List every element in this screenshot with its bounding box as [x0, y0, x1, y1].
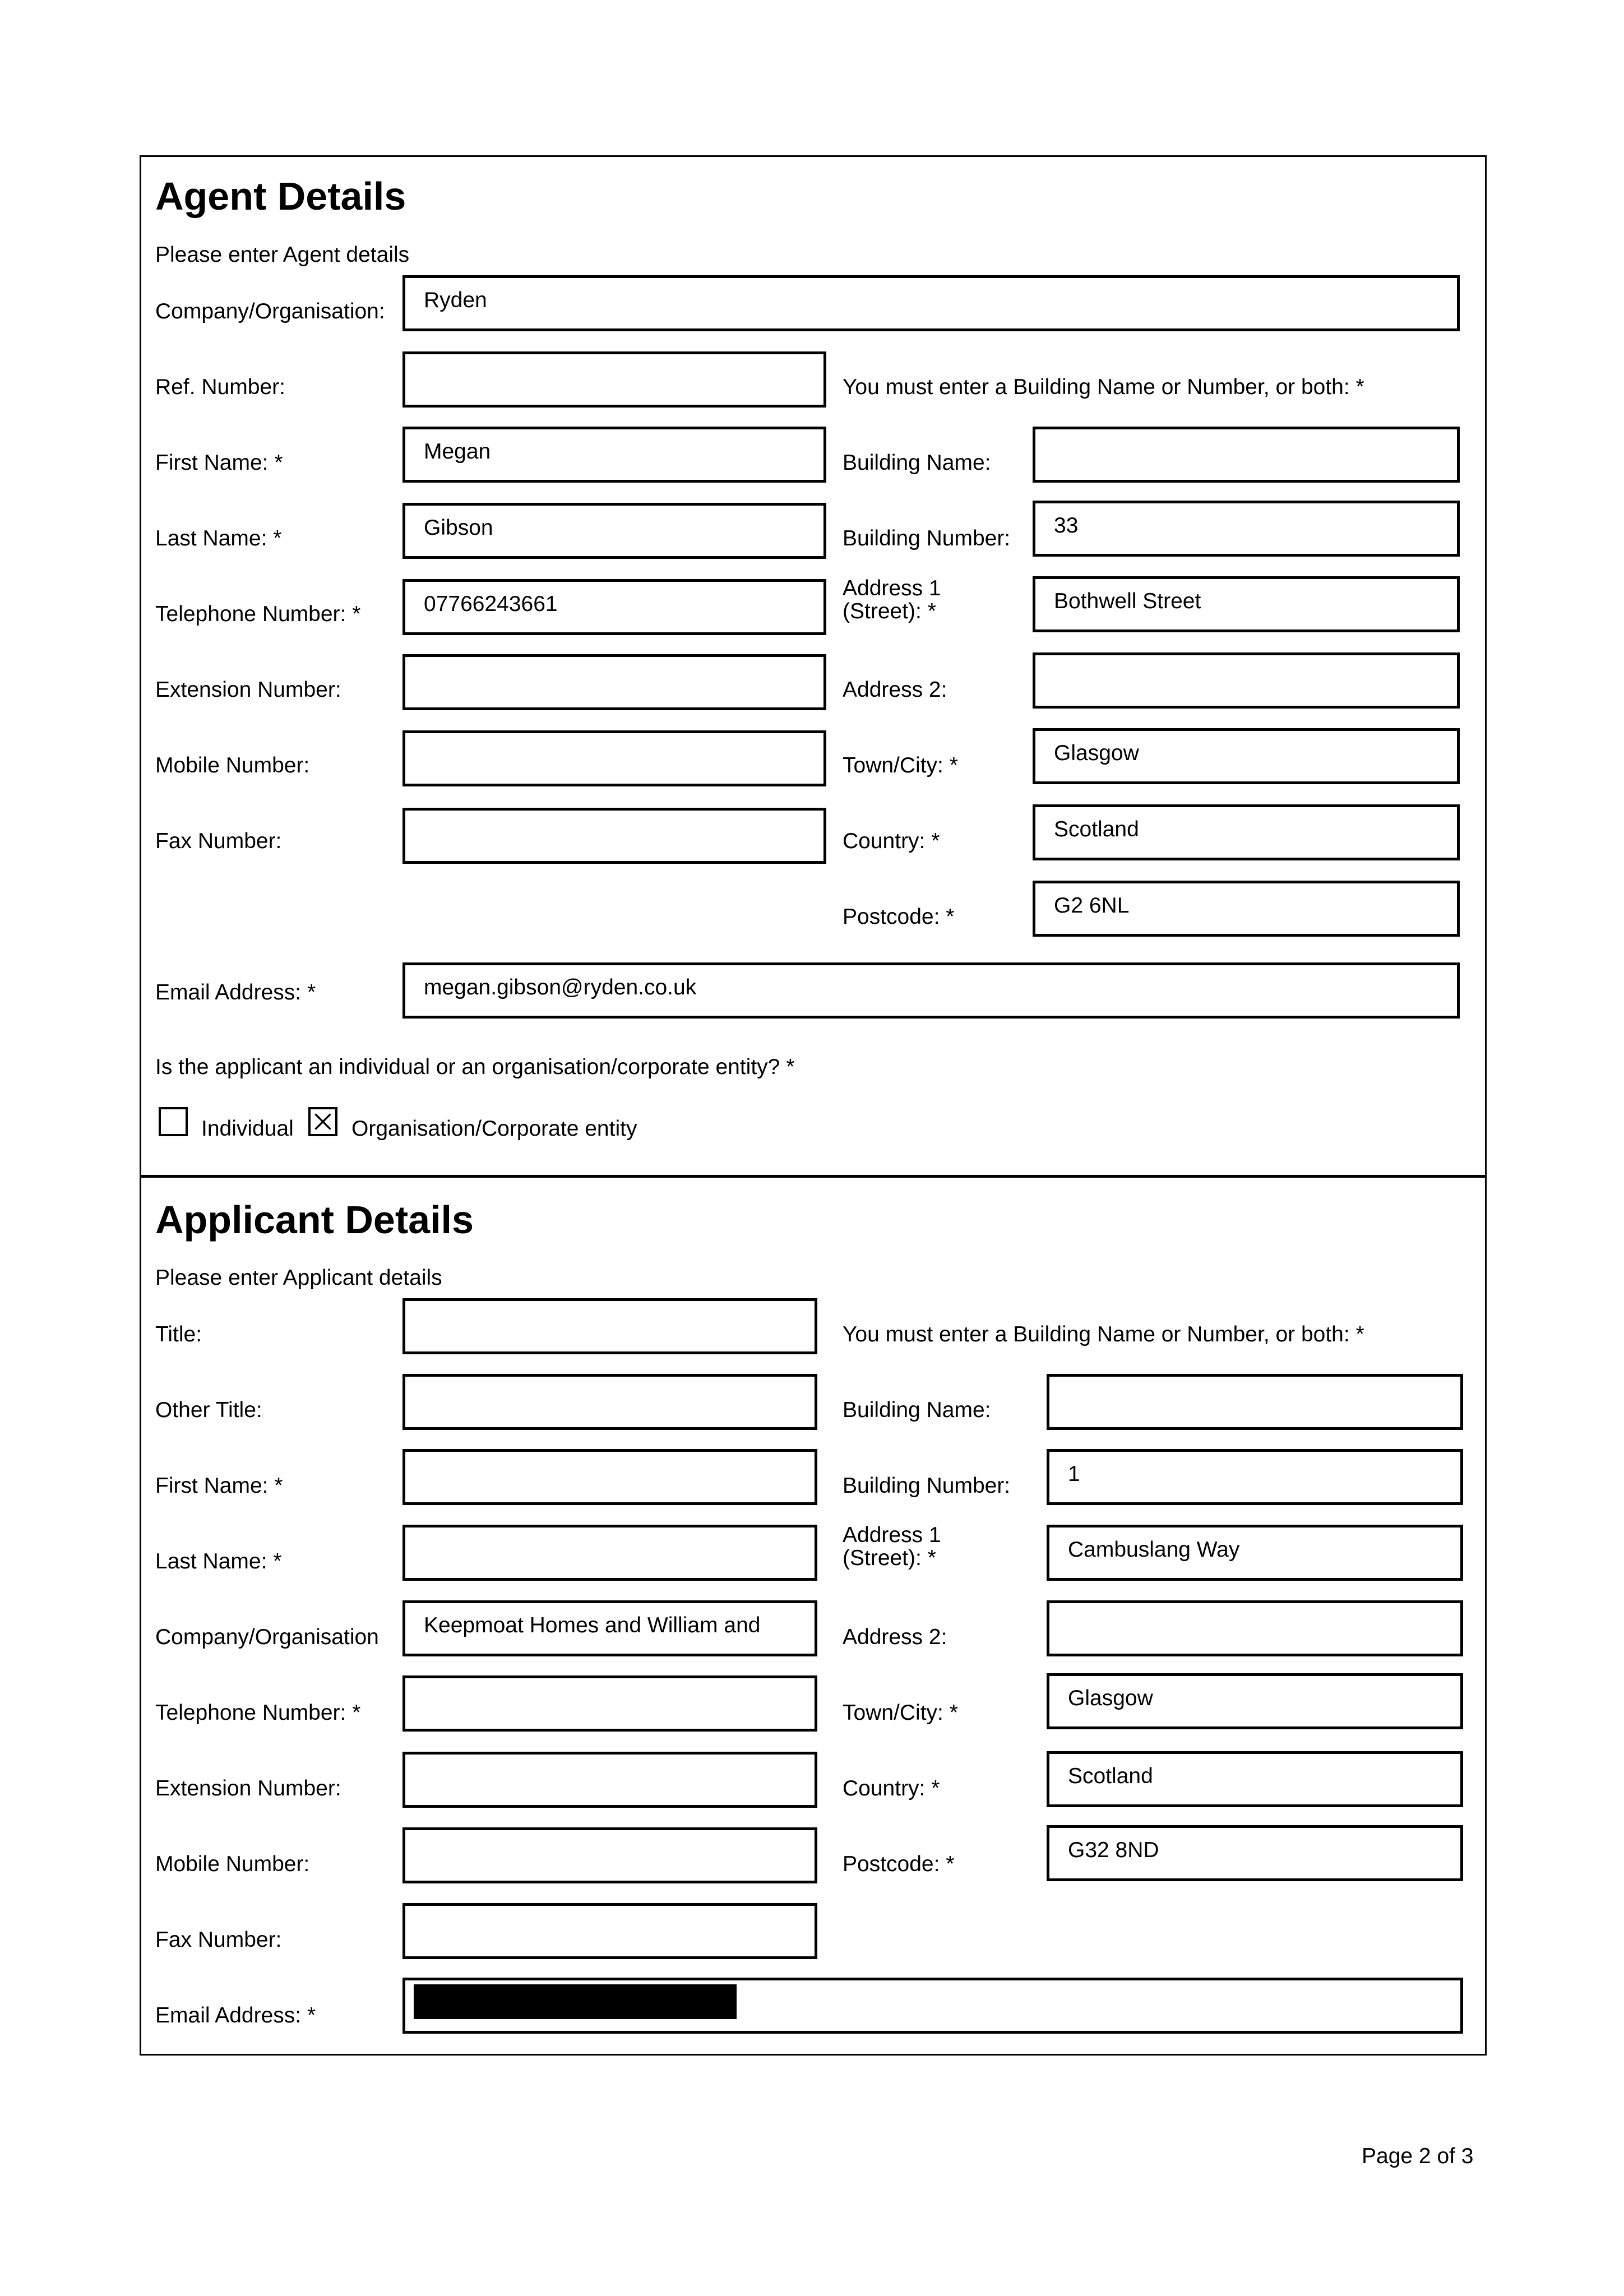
applicant-address1-label-line1: Address 1 — [843, 1523, 941, 1547]
agent-email-label: Email Address: * — [155, 980, 316, 1004]
applicant-telephone-label: Telephone Number: * — [155, 1701, 361, 1725]
section-divider — [140, 1175, 1487, 1178]
organisation-option-label: Organisation/Corporate entity — [351, 1117, 637, 1141]
agent-address1-field[interactable]: Bothwell Street — [1033, 576, 1460, 632]
agent-building-number-field[interactable]: 33 — [1033, 501, 1460, 557]
agent-building-name-label: Building Name: — [843, 451, 991, 475]
agent-building-note: You must enter a Building Name or Number, or both: * — [843, 375, 1364, 399]
applicant-building-note: You must enter a Building Name or Number, or both: * — [843, 1322, 1364, 1346]
agent-extension-label: Extension Number: — [155, 678, 341, 702]
agent-postcode-label: Postcode: * — [843, 905, 955, 929]
agent-extension-field[interactable] — [402, 654, 826, 710]
agent-last-name-label: Last Name: * — [155, 526, 282, 550]
applicant-first-name-field[interactable] — [402, 1449, 817, 1505]
agent-telephone-field[interactable]: 07766243661 — [402, 579, 826, 635]
applicant-address1-field[interactable]: Cambuslang Way — [1047, 1525, 1463, 1581]
agent-town-label: Town/City: * — [843, 753, 958, 777]
applicant-address2-label: Address 2: — [843, 1625, 947, 1649]
applicant-email-label: Email Address: * — [155, 2003, 316, 2027]
agent-country-label: Country: * — [843, 829, 940, 853]
applicant-company-field[interactable]: Keepmoat Homes and William and — [402, 1600, 817, 1656]
applicant-building-name-field[interactable] — [1047, 1374, 1463, 1430]
applicant-other-title-label: Other Title: — [155, 1398, 262, 1422]
page-number: Page 2 of 3 — [1362, 2144, 1474, 2168]
applicant-title-label: Title: — [155, 1322, 202, 1346]
agent-fax-label: Fax Number: — [155, 829, 282, 853]
applicant-address1-label-line2: (Street): * — [843, 1546, 936, 1570]
agent-ref-field[interactable] — [402, 351, 826, 408]
individual-option-label: Individual — [201, 1117, 294, 1141]
redacted-email-block — [414, 1984, 737, 2019]
applicant-first-name-label: First Name: * — [155, 1474, 283, 1498]
agent-ref-label: Ref. Number: — [155, 375, 285, 399]
individual-checkbox[interactable] — [159, 1107, 188, 1136]
applicant-fax-field[interactable] — [402, 1903, 817, 1959]
checkbox-cross-icon — [311, 1109, 335, 1134]
agent-town-field[interactable]: Glasgow — [1033, 728, 1460, 784]
applicant-other-title-field[interactable] — [402, 1374, 817, 1430]
agent-first-name-label: First Name: * — [155, 451, 283, 475]
agent-instruction: Please enter Agent details — [155, 243, 410, 267]
agent-fax-field[interactable] — [402, 808, 826, 864]
applicant-mobile-field[interactable] — [402, 1827, 817, 1883]
organisation-checkbox[interactable] — [308, 1107, 337, 1136]
agent-last-name-field[interactable]: Gibson — [402, 503, 826, 559]
agent-address1-label-line1: Address 1 — [843, 576, 941, 600]
applicant-company-label: Company/Organisation — [155, 1625, 379, 1649]
agent-company-label: Company/Organisation: — [155, 299, 385, 323]
applicant-building-number-field[interactable]: 1 — [1047, 1449, 1463, 1505]
agent-address2-field[interactable] — [1033, 652, 1460, 709]
applicant-postcode-label: Postcode: * — [843, 1852, 955, 1876]
agent-postcode-field[interactable]: G2 6NL — [1033, 881, 1460, 937]
agent-mobile-field[interactable] — [402, 730, 826, 786]
agent-telephone-label: Telephone Number: * — [155, 602, 361, 626]
agent-address2-label: Address 2: — [843, 678, 947, 702]
applicant-instruction: Please enter Applicant details — [155, 1266, 442, 1290]
agent-building-number-label: Building Number: — [843, 526, 1011, 550]
agent-building-name-field[interactable] — [1033, 427, 1460, 483]
applicant-building-name-label: Building Name: — [843, 1398, 991, 1422]
applicant-town-field[interactable]: Glasgow — [1047, 1673, 1463, 1729]
applicant-last-name-field[interactable] — [402, 1525, 817, 1581]
applicant-type-question: Is the applicant an individual or an organisation/corporate entity? * — [155, 1055, 795, 1079]
agent-first-name-field[interactable]: Megan — [402, 427, 826, 483]
applicant-details-heading: Applicant Details — [155, 1198, 474, 1242]
applicant-address2-field[interactable] — [1047, 1600, 1463, 1656]
applicant-postcode-field[interactable]: G32 8ND — [1047, 1825, 1463, 1881]
applicant-title-field[interactable] — [402, 1298, 817, 1354]
applicant-last-name-label: Last Name: * — [155, 1549, 282, 1573]
applicant-country-label: Country: * — [843, 1776, 940, 1800]
agent-company-field[interactable]: Ryden — [402, 275, 1460, 331]
agent-details-heading: Agent Details — [155, 174, 406, 218]
applicant-building-number-label: Building Number: — [843, 1474, 1011, 1498]
agent-email-field[interactable]: megan.gibson@ryden.co.uk — [402, 962, 1460, 1019]
applicant-telephone-field[interactable] — [402, 1675, 817, 1732]
applicant-mobile-label: Mobile Number: — [155, 1852, 310, 1876]
applicant-fax-label: Fax Number: — [155, 1928, 282, 1952]
applicant-extension-label: Extension Number: — [155, 1776, 341, 1800]
agent-country-field[interactable]: Scotland — [1033, 804, 1460, 860]
applicant-extension-field[interactable] — [402, 1752, 817, 1808]
applicant-town-label: Town/City: * — [843, 1701, 958, 1725]
agent-address1-label-line2: (Street): * — [843, 599, 936, 623]
applicant-country-field[interactable]: Scotland — [1047, 1751, 1463, 1807]
agent-mobile-label: Mobile Number: — [155, 753, 310, 777]
